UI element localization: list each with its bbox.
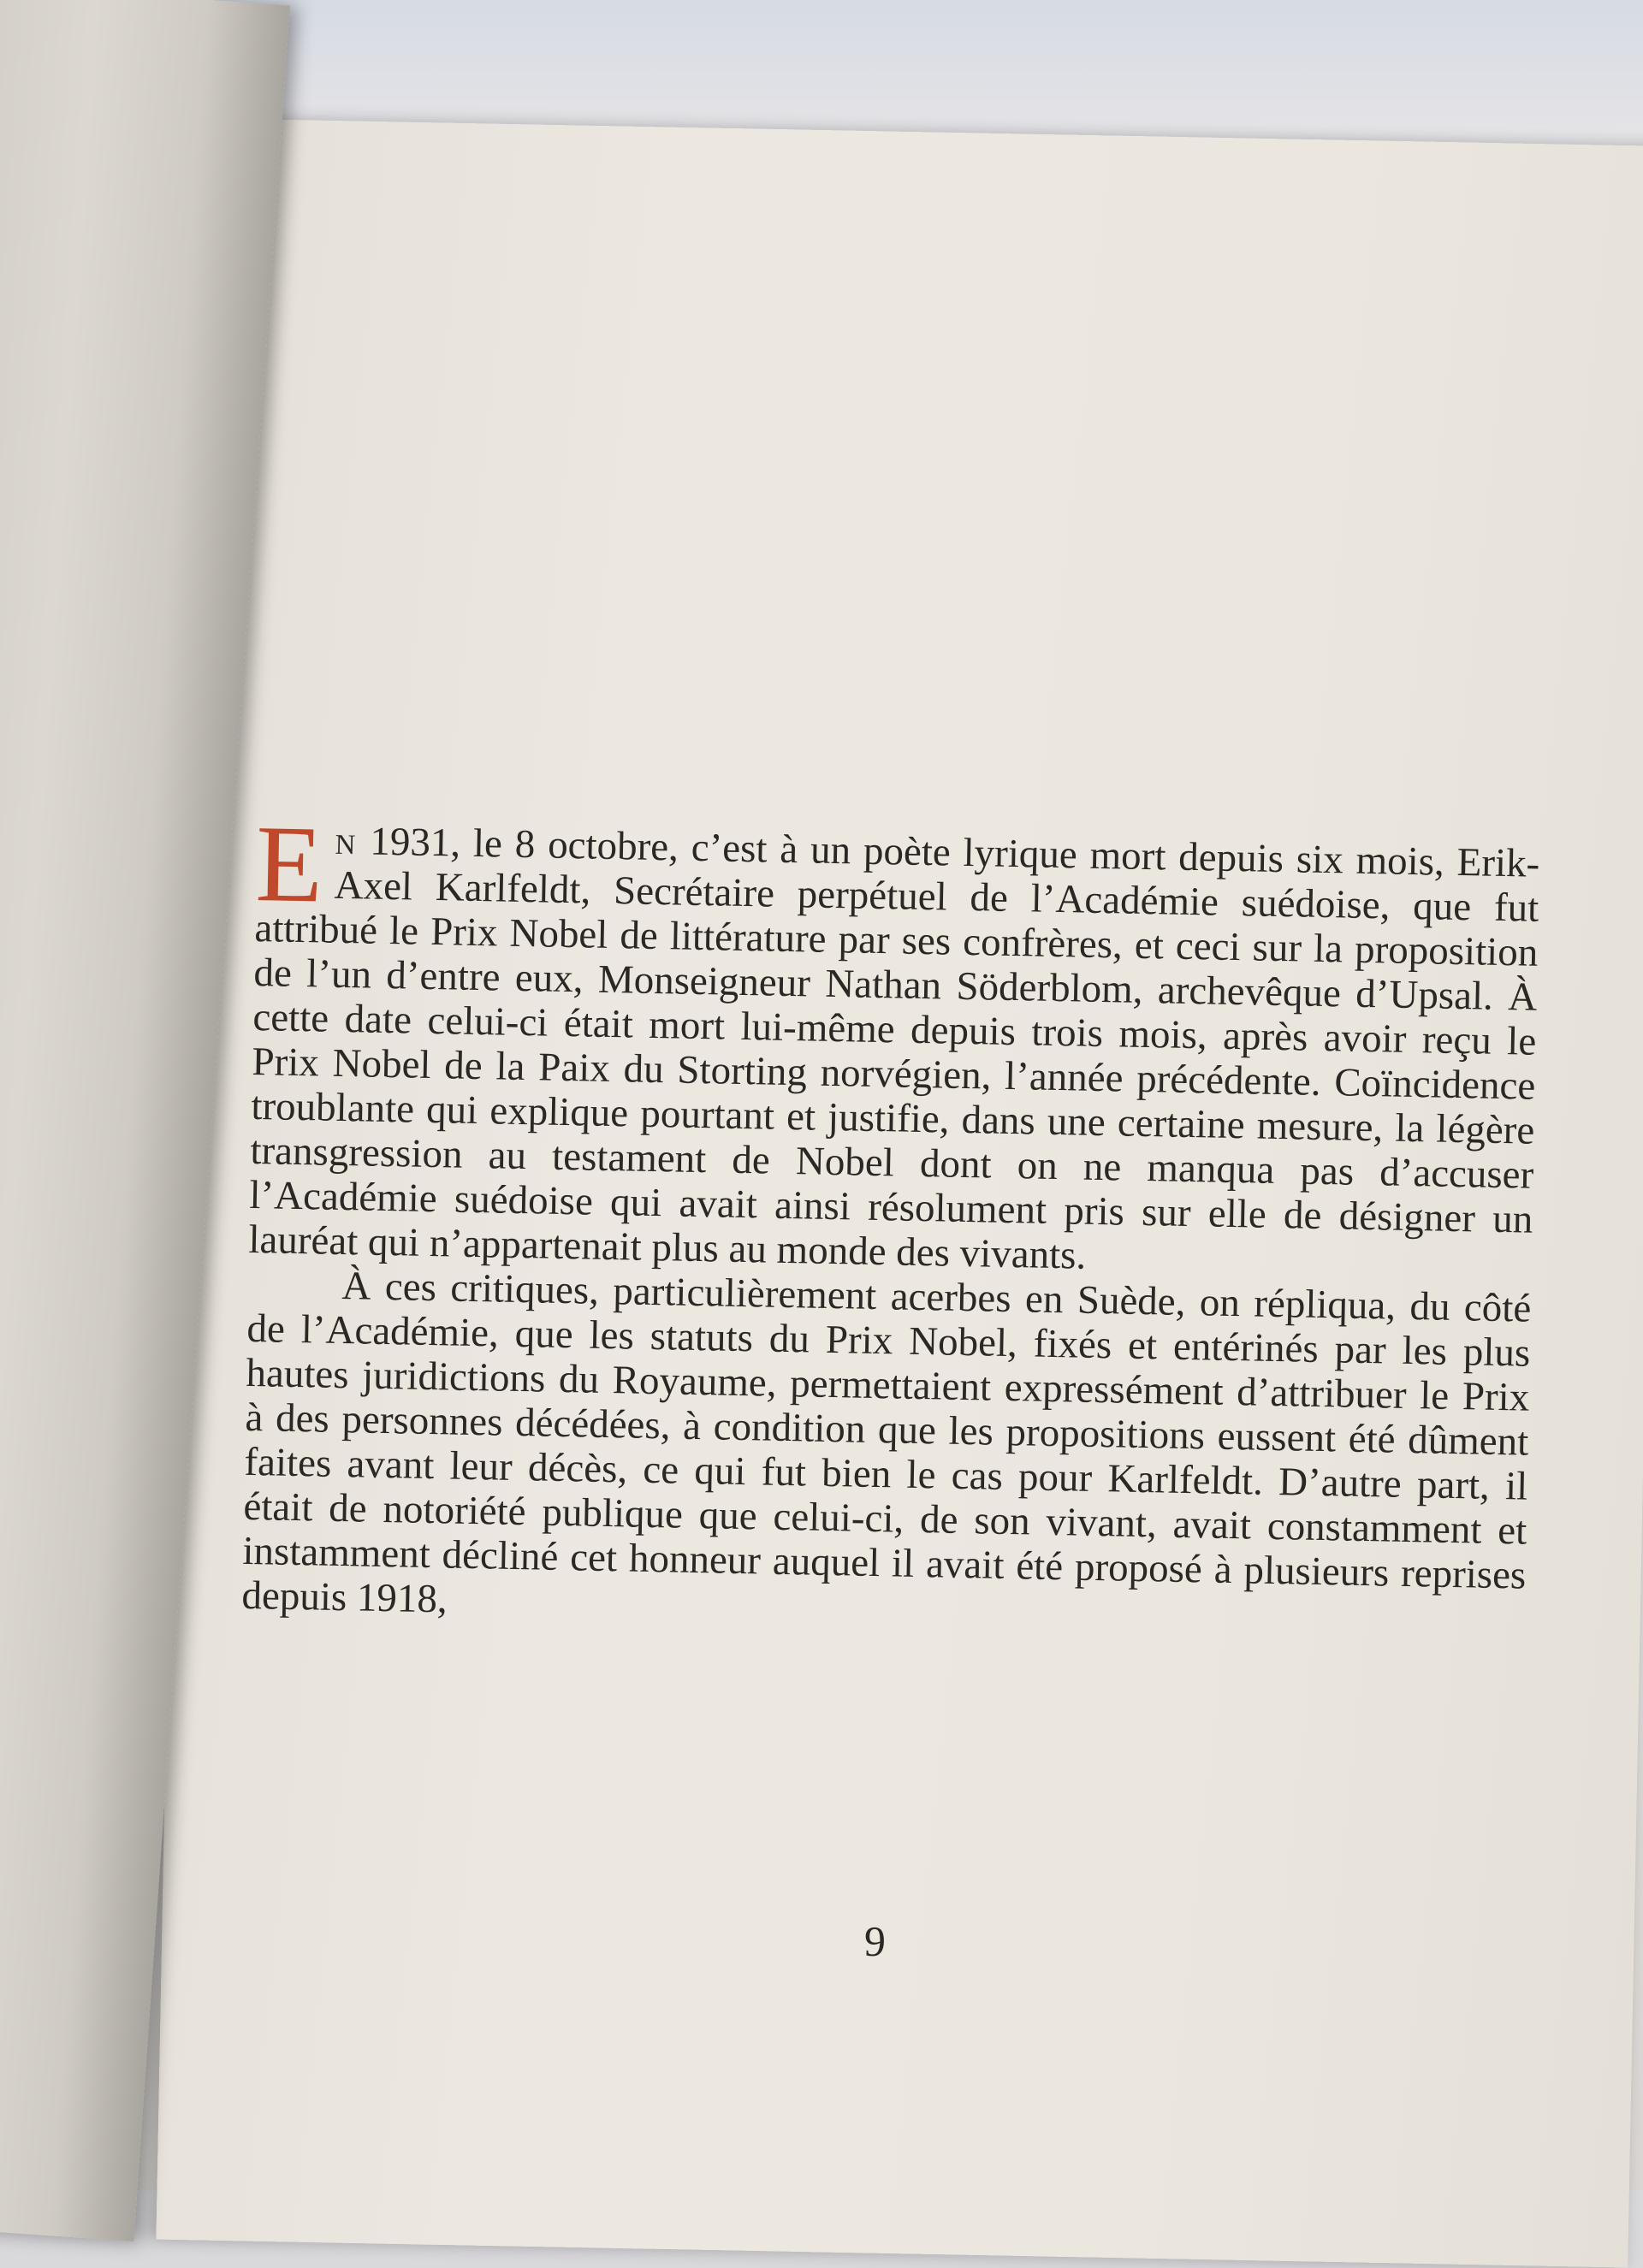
page-number: 9 [863, 1916, 887, 1966]
paragraph-1 [248, 802, 1540, 1287]
drop-cap-continuation: n [335, 818, 359, 864]
body-text [241, 802, 1540, 1643]
paragraph-1-text: 1931, le 8 octobre, c’est à un poète lyrique mort depuis six mois, Erik-Axel Karlfeldt, Secrétaire perpétuel de l’Académie suédoise, que fut attribué le Prix Nobel de littérature par ses confrères, et ceci sur la proposition de l’un d’entre eux, Monseigneur Nathan Söderblom, archevêque d’Upsal. À cette date celui-ci était mort lui-même depuis trois mois, après avoir reçu le Prix Nobel de la Paix du Storting norvégien, l’année précédente. Coïncidence troublante qui explique pourtant et justifie, dans une certaine mesure, la légère transgression au testament de Nobel dont on ne manqua pas d’accuser l’Académie suédoise qui avait ainsi résolument pris sur elle de désigner un lauréat qui n’appartenait plus au monde des vivants. [248, 819, 1540, 1278]
paragraph-2: À ces critiques, particulièrement acerbes en Suède, on répliqua, du côté de l’Académie, que les statuts du Prix Nobel, fixés et entérinés par les plus hautes juridictions du Royaume, permettaient expressément d’attribuer le Prix à des personnes décédées, à condition que les propositions eussent été dûment faites avant leur décès, ce qui fut bien le cas pour Karlfeldt. D’autre part, il était de notoriété publique que celui-ci, de son vivant, avait constamment et instamment décliné cet honneur auquel il avait été proposé à plusieurs reprises depuis 1918, [241, 1264, 1532, 1622]
drop-cap: E [254, 802, 324, 926]
